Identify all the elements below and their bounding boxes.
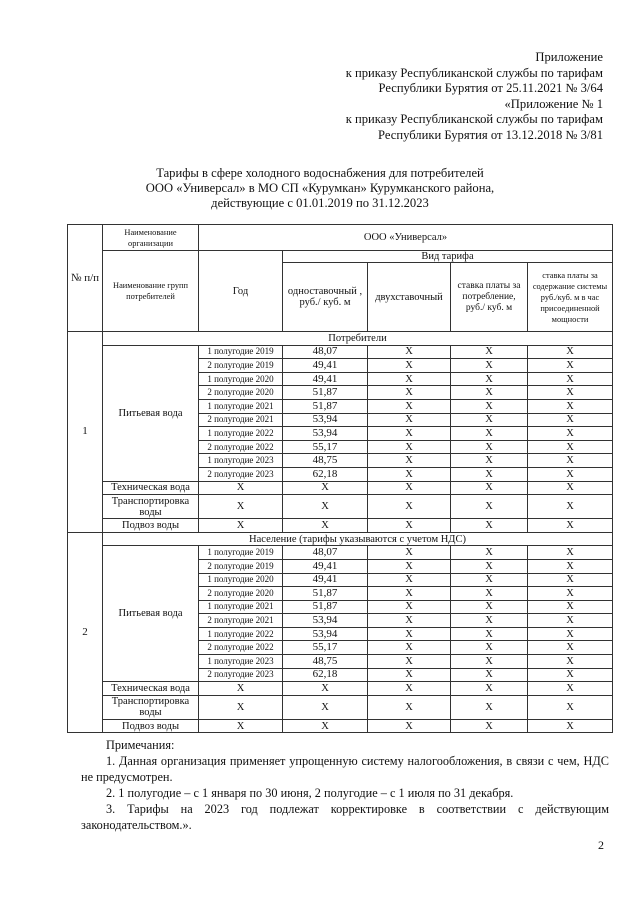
single-rate-cell: X — [283, 519, 368, 533]
single-rate-cell: 51,87 — [283, 587, 368, 601]
maintenance-rate-cell: X — [528, 695, 613, 719]
single-rate-cell: 48,75 — [283, 655, 368, 669]
single-rate-cell: 49,41 — [283, 573, 368, 587]
note-item: 3. Тарифы на 2023 год подлежат корректировке в соответствии с действующим законодательством.». — [81, 802, 609, 832]
single-rate-cell: 53,94 — [283, 627, 368, 641]
header-org-label: Наименование организации — [103, 225, 199, 251]
maintenance-rate-cell: X — [528, 682, 613, 696]
consumption-rate-cell: X — [451, 614, 528, 628]
consumption-rate-cell: X — [451, 682, 528, 696]
two-rate-cell: X — [368, 345, 451, 359]
maintenance-rate-cell: X — [528, 641, 613, 655]
period-cell: 1 полугодие 2019 — [199, 345, 283, 359]
single-rate-cell: 48,75 — [283, 454, 368, 468]
maintenance-rate-cell: X — [528, 627, 613, 641]
two-rate-cell: X — [368, 440, 451, 454]
section-title-row — [68, 532, 613, 546]
single-rate-cell: 48,07 — [283, 546, 368, 560]
section-number: 2 — [68, 532, 103, 733]
consumption-rate-cell: X — [451, 481, 528, 495]
single-rate-cell: 53,94 — [283, 427, 368, 441]
period-cell: 1 полугодие 2020 — [199, 573, 283, 587]
consumption-rate-cell: X — [451, 345, 528, 359]
two-rate-cell: X — [368, 559, 451, 573]
maintenance-rate-cell: X — [528, 372, 613, 386]
header-tariff-type: Вид тарифа — [283, 251, 613, 263]
maintenance-rate-cell: X — [528, 614, 613, 628]
document-header — [346, 50, 603, 144]
table-row — [68, 495, 613, 519]
consumption-rate-cell: X — [451, 519, 528, 533]
two-rate-cell: X — [368, 627, 451, 641]
period-cell: 2 полугодие 2021 — [199, 614, 283, 628]
consumption-rate-cell: X — [451, 627, 528, 641]
table-row — [68, 546, 613, 560]
maintenance-rate-cell: X — [528, 719, 613, 733]
two-rate-cell: X — [368, 519, 451, 533]
group-label-drinking-water: Питьевая вода — [103, 345, 199, 481]
header-line: Приложение — [535, 50, 603, 64]
header-consumption-rate: ставка платы за потребление, руб./ куб. м — [451, 263, 528, 332]
consumption-rate-cell: X — [451, 413, 528, 427]
maintenance-rate-cell: X — [528, 481, 613, 495]
period-cell: 2 полугодие 2023 — [199, 467, 283, 481]
single-rate-cell: 51,87 — [283, 399, 368, 413]
period-cell: X — [199, 682, 283, 696]
two-rate-cell: X — [368, 641, 451, 655]
table-row — [68, 695, 613, 719]
period-cell: 2 полугодие 2020 — [199, 386, 283, 400]
period-cell: 2 полугодие 2019 — [199, 559, 283, 573]
single-rate-cell: 53,94 — [283, 413, 368, 427]
two-rate-cell: X — [368, 467, 451, 481]
period-cell: 1 полугодие 2023 — [199, 454, 283, 468]
note-item: 2. 1 полугодие – с 1 января по 30 июня, 2 полугодие – с 1 июля по 31 декабря. — [106, 786, 514, 800]
header-year: Год — [199, 251, 283, 332]
header-line: Республики Бурятия от 25.11.2021 № 3/64 — [378, 81, 603, 96]
period-cell: X — [199, 719, 283, 733]
single-rate-cell: 48,07 — [283, 345, 368, 359]
two-rate-cell: X — [368, 719, 451, 733]
maintenance-rate-cell: X — [528, 495, 613, 519]
title-line: действующие с 01.01.2019 по 31.12.2023 — [211, 196, 429, 210]
period-cell: X — [199, 481, 283, 495]
single-rate-cell: 51,87 — [283, 386, 368, 400]
consumption-rate-cell: X — [451, 695, 528, 719]
consumption-rate-cell: X — [451, 454, 528, 468]
consumption-rate-cell: X — [451, 440, 528, 454]
maintenance-rate-cell: X — [528, 467, 613, 481]
two-rate-cell: X — [368, 359, 451, 373]
single-rate-cell: 55,17 — [283, 641, 368, 655]
consumption-rate-cell: X — [451, 372, 528, 386]
single-rate-cell: 62,18 — [283, 467, 368, 481]
maintenance-rate-cell: X — [528, 454, 613, 468]
two-rate-cell: X — [368, 682, 451, 696]
maintenance-rate-cell: X — [528, 587, 613, 601]
period-cell: 2 полугодие 2019 — [199, 359, 283, 373]
two-rate-cell: X — [368, 454, 451, 468]
header-group-label: Наименование групп потребителей — [103, 251, 199, 332]
two-rate-cell: X — [368, 427, 451, 441]
maintenance-rate-cell: X — [528, 427, 613, 441]
consumption-rate-cell: X — [451, 427, 528, 441]
period-cell: 1 полугодие 2021 — [199, 600, 283, 614]
header-line: «Приложение № 1 — [504, 96, 603, 111]
maintenance-rate-cell: X — [528, 359, 613, 373]
header-line: Республики Бурятия от 13.12.2018 № 3/81 — [378, 127, 603, 142]
period-cell: 1 полугодие 2019 — [199, 546, 283, 560]
tariff-table — [67, 224, 613, 733]
consumption-rate-cell: X — [451, 386, 528, 400]
maintenance-rate-cell: X — [528, 600, 613, 614]
maintenance-rate-cell: X — [528, 573, 613, 587]
maintenance-rate-cell: X — [528, 655, 613, 669]
group-label: Подвоз воды — [103, 519, 199, 533]
header-single-rate: одноставочный , руб./ куб. м — [283, 263, 368, 332]
single-rate-cell: 51,87 — [283, 600, 368, 614]
single-rate-cell: 53,94 — [283, 614, 368, 628]
maintenance-rate-cell: X — [528, 413, 613, 427]
period-cell: X — [199, 495, 283, 519]
notes-section — [81, 737, 609, 833]
header-two-rate: двухставочный — [368, 263, 451, 332]
title-line: Тарифы в сфере холодного водоснабжения для потребителей — [156, 166, 484, 180]
single-rate-cell: 49,41 — [283, 372, 368, 386]
single-rate-cell: 49,41 — [283, 559, 368, 573]
two-rate-cell: X — [368, 668, 451, 682]
table-row — [68, 519, 613, 533]
section-title: Население (тарифы указываются с учетом НДС) — [103, 532, 613, 546]
two-rate-cell: X — [368, 372, 451, 386]
group-label: Техническая вода — [103, 682, 199, 696]
two-rate-cell: X — [368, 399, 451, 413]
period-cell: 2 полугодие 2023 — [199, 668, 283, 682]
header-line: к приказу Республиканской службы по тарифам — [345, 65, 603, 80]
consumption-rate-cell: X — [451, 546, 528, 560]
consumption-rate-cell: X — [451, 467, 528, 481]
single-rate-cell: X — [283, 682, 368, 696]
single-rate-cell: X — [283, 481, 368, 495]
document-title — [0, 166, 640, 211]
page-number: 2 — [598, 838, 604, 852]
header-row-tariff-type — [68, 251, 613, 263]
two-rate-cell: X — [368, 495, 451, 519]
period-cell: 1 полугодие 2023 — [199, 655, 283, 669]
period-cell: 2 полугодие 2021 — [199, 413, 283, 427]
two-rate-cell: X — [368, 614, 451, 628]
single-rate-cell: 62,18 — [283, 668, 368, 682]
period-cell: X — [199, 519, 283, 533]
consumption-rate-cell: X — [451, 641, 528, 655]
header-line: к приказу Республиканской службы по тарифам — [345, 112, 603, 127]
consumption-rate-cell: X — [451, 495, 528, 519]
period-cell: 1 полугодие 2022 — [199, 427, 283, 441]
period-cell: 2 полугодие 2022 — [199, 440, 283, 454]
two-rate-cell: X — [368, 600, 451, 614]
group-label-drinking-water: Питьевая вода — [103, 546, 199, 682]
maintenance-rate-cell: X — [528, 559, 613, 573]
single-rate-cell: 55,17 — [283, 440, 368, 454]
two-rate-cell: X — [368, 413, 451, 427]
maintenance-rate-cell: X — [528, 440, 613, 454]
maintenance-rate-cell: X — [528, 386, 613, 400]
group-label: Транспортировка воды — [103, 495, 199, 519]
two-rate-cell: X — [368, 481, 451, 495]
period-cell: 2 полугодие 2022 — [199, 641, 283, 655]
two-rate-cell: X — [368, 386, 451, 400]
consumption-rate-cell: X — [451, 587, 528, 601]
period-cell: 1 полугодие 2021 — [199, 399, 283, 413]
note-item: 1. Данная организация применяет упрощенную систему налогообложения, в связи с чем, НДС не предусмотрен. — [81, 754, 609, 784]
maintenance-rate-cell: X — [528, 399, 613, 413]
period-cell: X — [199, 695, 283, 719]
maintenance-rate-cell: X — [528, 345, 613, 359]
consumption-rate-cell: X — [451, 668, 528, 682]
header-maintenance-rate: ставка платы за содержание системы руб./куб. м в час присоединенной мощности — [528, 263, 613, 332]
consumption-rate-cell: X — [451, 399, 528, 413]
header-org-value: ООО «Универсал» — [199, 225, 613, 251]
single-rate-cell: 49,41 — [283, 359, 368, 373]
section-number: 1 — [68, 332, 103, 533]
single-rate-cell: X — [283, 495, 368, 519]
two-rate-cell: X — [368, 546, 451, 560]
group-label: Техническая вода — [103, 481, 199, 495]
group-label: Транспортировка воды — [103, 695, 199, 719]
two-rate-cell: X — [368, 587, 451, 601]
consumption-rate-cell: X — [451, 655, 528, 669]
period-cell: 1 полугодие 2020 — [199, 372, 283, 386]
period-cell: 1 полугодие 2022 — [199, 627, 283, 641]
single-rate-cell: X — [283, 695, 368, 719]
consumption-rate-cell: X — [451, 573, 528, 587]
consumption-rate-cell: X — [451, 359, 528, 373]
two-rate-cell: X — [368, 695, 451, 719]
maintenance-rate-cell: X — [528, 546, 613, 560]
table-row — [68, 481, 613, 495]
period-cell: 2 полугодие 2020 — [199, 587, 283, 601]
group-label: Подвоз воды — [103, 719, 199, 733]
table-row — [68, 345, 613, 359]
single-rate-cell: X — [283, 719, 368, 733]
table-row — [68, 719, 613, 733]
section-title: Потребители — [103, 332, 613, 346]
consumption-rate-cell: X — [451, 559, 528, 573]
header-num: № п/п — [68, 225, 103, 332]
notes-heading: Примечания: — [106, 738, 175, 752]
two-rate-cell: X — [368, 655, 451, 669]
maintenance-rate-cell: X — [528, 519, 613, 533]
table-row — [68, 682, 613, 696]
title-line: ООО «Универсал» в МО СП «Курумкан» Курумканского района, — [145, 181, 495, 195]
section-title-row — [68, 332, 613, 346]
header-row-org — [68, 225, 613, 251]
consumption-rate-cell: X — [451, 719, 528, 733]
consumption-rate-cell: X — [451, 600, 528, 614]
two-rate-cell: X — [368, 573, 451, 587]
maintenance-rate-cell: X — [528, 668, 613, 682]
